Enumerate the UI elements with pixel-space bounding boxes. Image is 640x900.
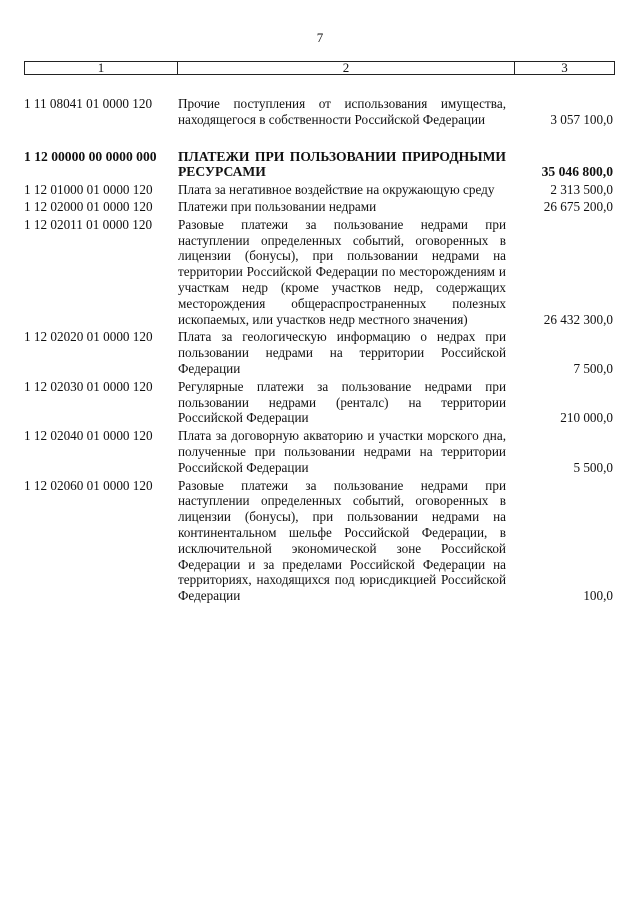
table-row [24,199,615,215]
table-row [24,379,615,426]
budget-code: 1 12 02030 01 0000 120 [24,378,153,394]
budget-code: 1 12 02040 01 0000 120 [24,428,153,444]
column-header-1: 1 [25,62,178,74]
budget-code: 1 12 02020 01 0000 120 [24,329,153,345]
budget-code: 1 12 02011 01 0000 120 [24,216,153,232]
row-amount: 3 057 100,0 [550,111,613,127]
column-header-3: 3 [561,60,568,75]
table-row [24,96,615,128]
budget-code: 1 12 01000 01 0000 120 [24,182,153,198]
table-row [24,478,615,604]
row-description: Регулярные платежи за пользование недрами при пользовании недрами (ренталс) на территории Российской Федерации [178,378,506,426]
budget-code: 1 12 02000 01 0000 120 [24,198,153,214]
column-header-row [24,61,615,75]
budget-code: 1 12 02060 01 0000 120 [24,477,153,493]
row-description: Прочие поступления от использования имущества, находящегося в собственности Российской Федерации [178,96,506,127]
budget-code: 1 12 00000 00 0000 000 [24,148,157,164]
budget-code: 1 11 08041 01 0000 120 [24,96,153,111]
table-row [24,428,615,475]
row-description: Плата за договорную акваторию и участки морского дна, полученные при пользовании недрами на территории Российской Федерации [178,428,506,475]
budget-table-body [24,96,615,604]
row-amount: 210 000,0 [560,410,613,426]
row-amount: 5 500,0 [573,459,613,475]
row-description: Платежи при пользовании недрами [178,198,377,214]
table-row [24,329,615,376]
column-header-2: 2 [178,62,515,74]
row-description: Разовые платежи за пользование недрами при наступлении определенных событий, оговоренных в лицензии (бонусы), при пользовании недрами на территории Российской Федерации по месторождениям и участкам недр (кроме участков недр, содержащих месторождения общераспространенных полезных ископаемых, или участков недр местного значения) [178,216,506,327]
row-amount: 2 313 500,0 [550,182,613,198]
table-row [24,182,615,198]
page-number: 7 [316,30,324,45]
row-amount: 26 432 300,0 [543,311,613,327]
row-description: ПЛАТЕЖИ ПРИ ПОЛЬЗОВАНИИ ПРИРОДНЫМИ РЕСУРСАМИ [178,148,506,180]
row-amount: 35 046 800,0 [541,164,613,180]
row-description: Разовые платежи за пользование недрами при наступлении определенных событий, оговоренных в лицензии (бонусы), при пользовании недрами на континентальном шельфе Российской Федерации, в исключительной экономической зоне Российской Федерации и за пределами Российской Федерации на территориях, находящихся под юрисдикцией Российской Федерации [178,477,506,604]
row-description: Плата за негативное воздействие на окружающую среду [178,182,495,198]
row-amount: 100,0 [583,588,613,604]
row-description: Плата за геологическую информацию о недрах при пользовании недрами на территории Российской Федерации [178,329,506,376]
row-amount: 26 675 200,0 [543,198,613,214]
table-row [24,149,615,181]
table-row [24,217,615,328]
row-amount: 7 500,0 [573,360,613,376]
